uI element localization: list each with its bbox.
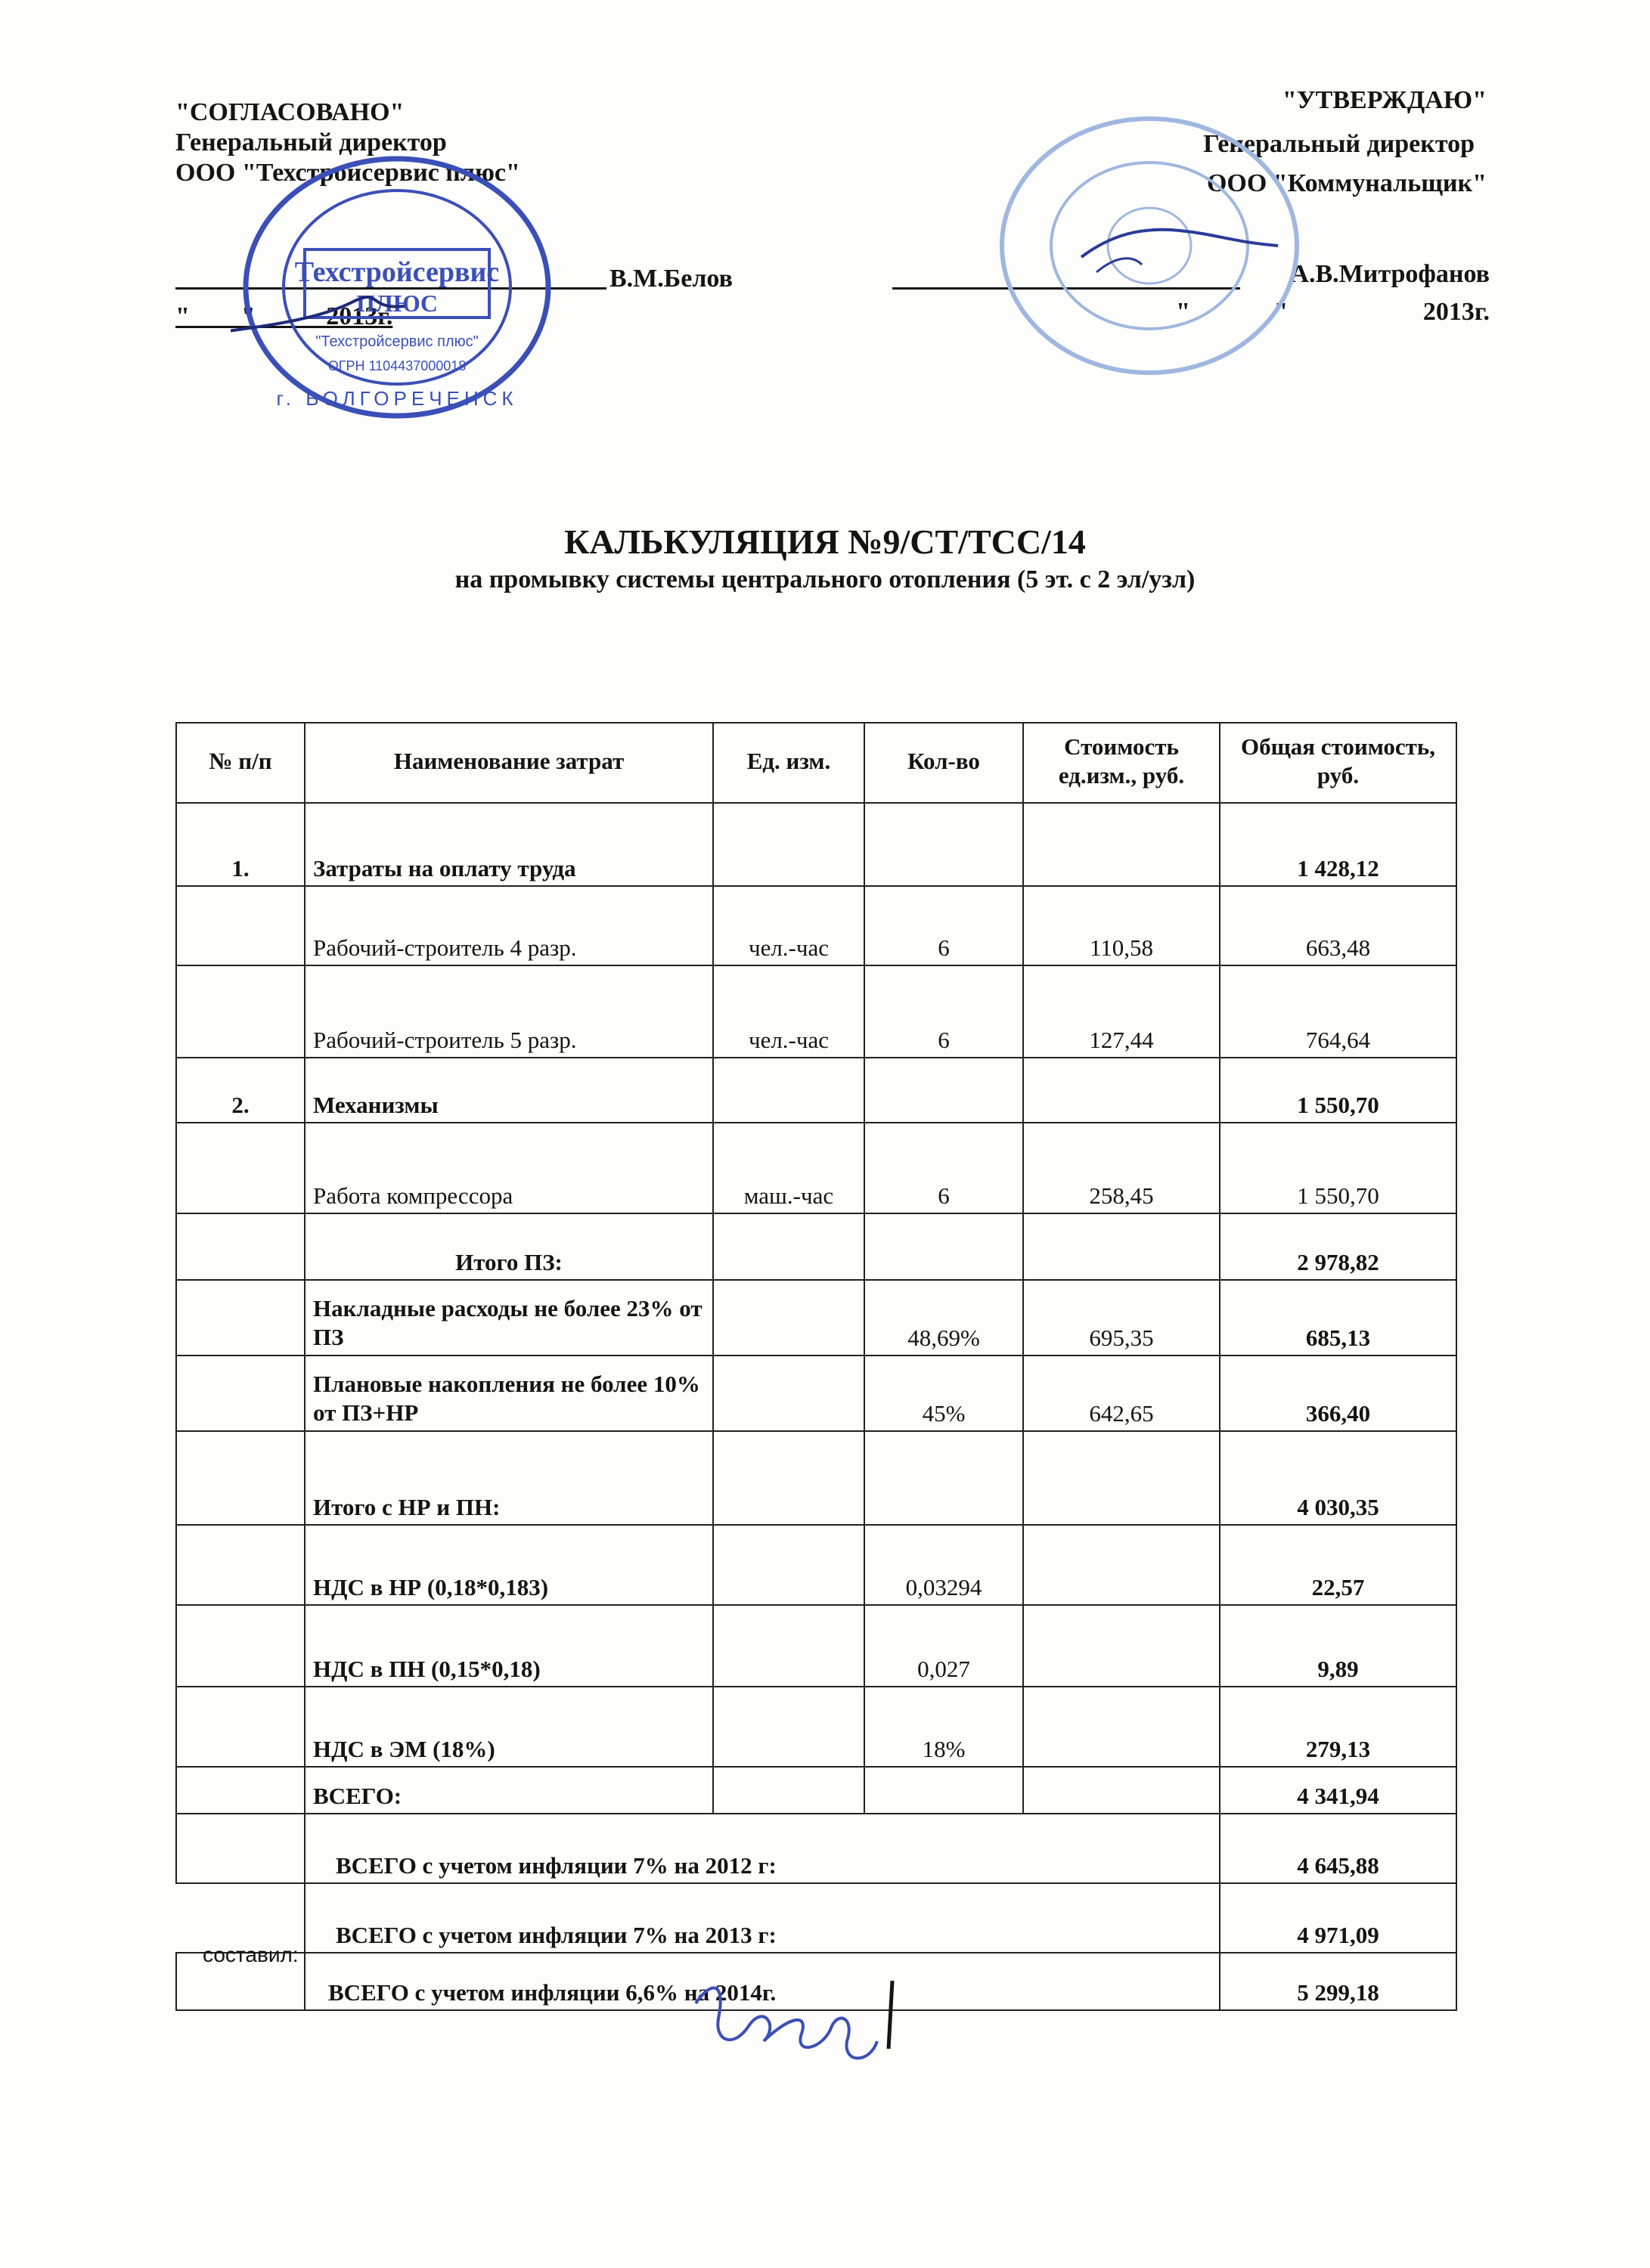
- cell-unit: [713, 1687, 864, 1767]
- cell-qty: 48,69%: [864, 1280, 1023, 1356]
- svg-text:ПЛЮС: ПЛЮС: [356, 290, 438, 317]
- header-price: Стоимость ед.изм., руб.: [1023, 723, 1220, 803]
- cell-unit: чел.-час: [713, 886, 864, 965]
- cell-name: Затраты на оплату труда: [305, 803, 713, 886]
- cell-num: [176, 1213, 305, 1280]
- table-row: [176, 1123, 1456, 1213]
- cell-unit: [713, 1356, 864, 1431]
- cell-unit: [713, 1058, 864, 1123]
- cell-name: Рабочий-строитель 5 разр.: [305, 965, 713, 1058]
- cell-unit: [713, 1525, 864, 1605]
- cell-qty: [864, 1213, 1023, 1280]
- cell-unit: [713, 1605, 864, 1687]
- cell-price: [1023, 1687, 1220, 1767]
- approval-right-company: ООО "Коммунальщик": [1206, 169, 1487, 197]
- cell-name: Механизмы: [305, 1058, 713, 1123]
- cell-num: [176, 1687, 305, 1767]
- table-row: [176, 886, 1456, 965]
- table-row: [176, 1687, 1456, 1767]
- composed-by-label: составил:: [203, 1943, 299, 1966]
- cell-price: [1023, 1525, 1220, 1605]
- company-seal-right: [991, 106, 1308, 386]
- cell-unit: [713, 1213, 864, 1280]
- cell-price: 695,35: [1023, 1280, 1220, 1356]
- cell-price: [1023, 1213, 1220, 1280]
- approval-right-name: А.В.Митрофанов: [1290, 260, 1490, 288]
- cell-num: [176, 1767, 305, 1814]
- cell-price: [1023, 1431, 1220, 1525]
- cell-unit: маш.-час: [713, 1123, 864, 1213]
- cell-name: Работа компрессора: [305, 1123, 713, 1213]
- signature-composed: [681, 1958, 938, 2071]
- cell-total: 4 645,88: [1220, 1814, 1456, 1883]
- cell-num: [176, 1356, 305, 1431]
- calculation-table: [175, 722, 1457, 2011]
- cell-qty: 6: [864, 886, 1023, 965]
- svg-text:г. ВОЛГОРЕЧЕНСК: г. ВОЛГОРЕЧЕНСК: [276, 387, 518, 410]
- cell-unit: [713, 1280, 864, 1356]
- company-seal-left: [231, 144, 563, 431]
- cell-price: 258,45: [1023, 1123, 1220, 1213]
- cell-price: 127,44: [1023, 965, 1220, 1058]
- cell-name: Плановые накопления не более 10% от ПЗ+НР: [305, 1356, 713, 1431]
- cell-num: 1.: [176, 803, 305, 886]
- cell-total: 4 030,35: [1220, 1431, 1456, 1525]
- svg-text:"Техстройсервис плюс": "Техстройсервис плюс": [315, 333, 479, 350]
- cell-qty: [864, 803, 1023, 886]
- cell-qty: 6: [864, 1123, 1023, 1213]
- approval-right-status: "УТВЕРЖДАЮ": [1282, 86, 1487, 114]
- cell-num: [176, 1605, 305, 1687]
- table-row: [176, 1605, 1456, 1687]
- cell-total: 4 341,94: [1220, 1767, 1456, 1814]
- cell-unit: [713, 803, 864, 886]
- cell-name: Итого с НР и ПН:: [305, 1431, 713, 1525]
- cell-price: [1023, 1605, 1220, 1687]
- svg-text:ОГРН 1104437000018: ОГРН 1104437000018: [327, 358, 467, 373]
- cell-price: 642,65: [1023, 1356, 1220, 1431]
- cell-inflation-label: ВСЕГО с учетом инфляции 6,6% на 2014г.: [305, 1953, 1220, 2010]
- cell-total: 1 550,70: [1220, 1058, 1456, 1123]
- table-row: [176, 1767, 1456, 1814]
- table-row-inflation: [176, 1883, 1456, 1953]
- cell-total: 685,13: [1220, 1280, 1456, 1356]
- document-subtitle: на промывку системы центрального отопления (5 эт. с 2 эл/узл): [454, 565, 1196, 593]
- cell-num: [176, 1525, 305, 1605]
- cell-price: [1023, 1767, 1220, 1814]
- cell-price: [1023, 1058, 1220, 1123]
- cell-qty: [864, 1431, 1023, 1525]
- cell-name: НДС в ЭМ (18%): [305, 1687, 713, 1767]
- header-qty: Кол-во: [864, 723, 1023, 803]
- header-total: Общая стоимость, руб.: [1220, 723, 1456, 803]
- table-row: [176, 1058, 1456, 1123]
- table-row: [176, 1431, 1456, 1525]
- cell-qty: 6: [864, 965, 1023, 1058]
- approval-left-position: Генеральный директор: [175, 129, 447, 156]
- approval-left-date: " " 2013г.: [175, 302, 393, 330]
- cell-unit: чел.-час: [713, 965, 864, 1058]
- cell-qty: 0,03294: [864, 1525, 1023, 1605]
- cell-total: 4 971,09: [1220, 1883, 1456, 1953]
- cell-total: 9,89: [1220, 1605, 1456, 1687]
- cell-total: 22,57: [1220, 1525, 1456, 1605]
- cell-total: 663,48: [1220, 886, 1456, 965]
- cell-num: [176, 965, 305, 1058]
- approval-left-name: В.М.Белов: [609, 265, 733, 293]
- cell-num: [176, 1814, 305, 1883]
- cell-num: [176, 1123, 305, 1213]
- cell-inflation-label: ВСЕГО с учетом инфляции 7% на 2013 г:: [305, 1883, 1220, 1953]
- table-row: [176, 965, 1456, 1058]
- header-unit: Ед. изм.: [713, 723, 864, 803]
- cell-qty: 18%: [864, 1687, 1023, 1767]
- table-row: [176, 1280, 1456, 1356]
- cell-inflation-label: ВСЕГО с учетом инфляции 7% на 2012 г:: [305, 1814, 1220, 1883]
- approval-left-company: ООО "Техстройсервис плюс": [175, 159, 520, 187]
- cell-price: 110,58: [1023, 886, 1220, 965]
- cell-price: [1023, 803, 1220, 886]
- cell-qty: [864, 1767, 1023, 1814]
- cell-name: НДС в ПН (0,15*0,18): [305, 1605, 713, 1687]
- table-row: [176, 1525, 1456, 1605]
- cell-num: [176, 1431, 305, 1525]
- cell-name: Рабочий-строитель 4 разр.: [305, 886, 713, 965]
- table-row-inflation: [176, 1814, 1456, 1883]
- cell-num: 2.: [176, 1058, 305, 1123]
- table-header-row: [176, 723, 1456, 803]
- cell-num: [176, 1280, 305, 1356]
- cell-name: ВСЕГО:: [305, 1767, 713, 1814]
- cell-qty: 0,027: [864, 1605, 1023, 1687]
- cell-name: Накладные расходы не более 23% от ПЗ: [305, 1280, 713, 1356]
- cell-total: 2 978,82: [1220, 1213, 1456, 1280]
- table-row: [176, 1213, 1456, 1280]
- cell-total: 5 299,18: [1220, 1953, 1456, 2010]
- cell-unit: [713, 1767, 864, 1814]
- cell-name: НДС в НР (0,18*0,183): [305, 1525, 713, 1605]
- cell-total: 279,13: [1220, 1687, 1456, 1767]
- approval-left-status: "СОГЛАСОВАНО": [175, 98, 405, 126]
- cell-total: 1 428,12: [1220, 803, 1456, 886]
- cell-unit: [713, 1431, 864, 1525]
- header-num: № п/п: [176, 723, 305, 803]
- cell-total: 366,40: [1220, 1356, 1456, 1431]
- header-name: Наименование затрат: [305, 723, 713, 803]
- cell-num: [176, 886, 305, 965]
- cell-qty: 45%: [864, 1356, 1023, 1431]
- cell-name: Итого ПЗ:: [305, 1213, 713, 1280]
- cell-qty: [864, 1058, 1023, 1123]
- document-title: КАЛЬКУЛЯЦИЯ №9/СТ/ТСС/14: [564, 522, 1086, 561]
- approval-right-position: Генеральный директор: [1203, 130, 1475, 158]
- approval-right-date: " " 2013г.: [1176, 298, 1490, 326]
- cell-total: 1 550,70: [1220, 1123, 1456, 1213]
- table-row: [176, 803, 1456, 886]
- cell-total: 764,64: [1220, 965, 1456, 1058]
- table-row: [176, 1356, 1456, 1431]
- svg-text:Техстройсервис: Техстройсервис: [294, 256, 500, 288]
